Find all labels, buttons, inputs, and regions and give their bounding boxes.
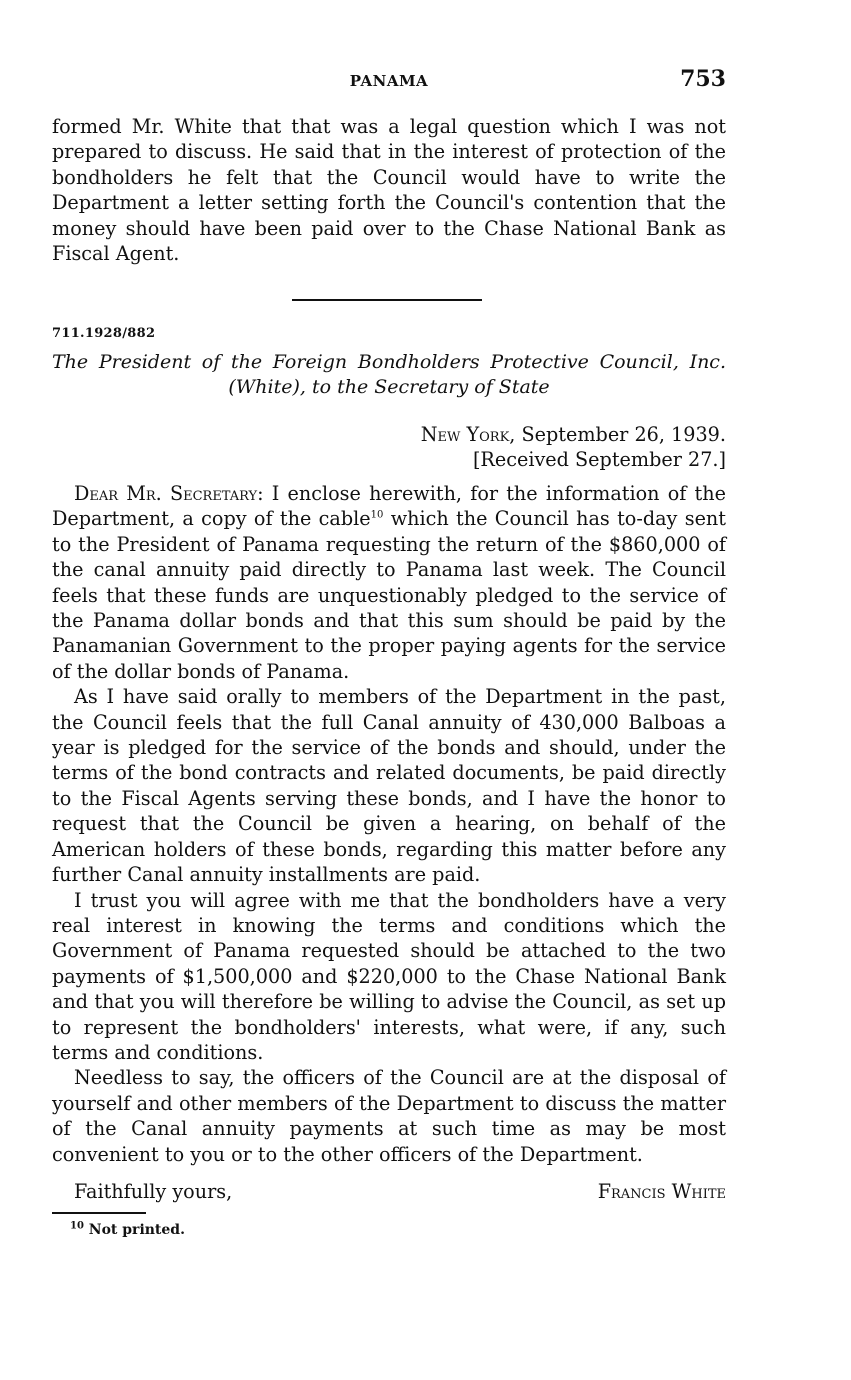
complimentary-close: Faithfully yours, bbox=[74, 1180, 233, 1203]
letter-paragraph bbox=[52, 481, 726, 684]
footnote-text: Not printed. bbox=[88, 1222, 185, 1238]
footnote-marker: 10 bbox=[70, 1220, 84, 1232]
paragraph-1-part-b: which the Council has to-day sent to the President of Panama requesting the return of the $860,000 of the canal annuity paid directly to Panama last week. The Council feels that these funds are unquestionably pledged to the service of the Panama dollar bonds and that this sum should be paid by the Panamanian Government to the proper paying agents for the service of the dollar bonds of Panama. bbox=[52, 507, 726, 683]
document-title-line-2: (White), to the Secretary of State bbox=[228, 376, 550, 398]
document-title-line-1: The President of the Foreign Bondholders Protective Council, Inc. bbox=[52, 351, 726, 373]
paragraph-1-part-a: : I enclose herewith, for the information of the Department, a copy of the cable bbox=[52, 482, 726, 531]
dateline-place: New York bbox=[420, 423, 510, 446]
page-number: 753 bbox=[680, 66, 726, 92]
letter-paragraph: As I have said orally to members of the Department in the past, the Council feels that the full Canal annuity of 430,000 Balboas a year is pledged for the service of the bonds and should, under the terms of the bond contracts and related documents, be paid directly to the Fiscal Agents serving these bonds, and I have the honor to request that the Council be given a hearing, on behalf of the American holders of these bonds, regarding this matter before any further Canal annuity installments are paid. bbox=[52, 685, 726, 887]
file-number: 711.1928/882 bbox=[52, 326, 156, 341]
salutation: Dear Mr. Secretary bbox=[74, 482, 258, 505]
footnote bbox=[70, 1222, 185, 1238]
signature: Francis White bbox=[597, 1180, 726, 1203]
dateline bbox=[421, 422, 726, 472]
footnote-reference: 10 bbox=[370, 510, 384, 522]
opening-paragraph: formed Mr. White that that was a legal question which I was not prepared to discuss. He said that in the interest of protection of the bondholders he felt that the Council would have to write the Department a letter setting forth the Council's contention that the money should have been paid over to the Chase National Bank as Fiscal Agent. bbox=[52, 115, 726, 266]
section-divider bbox=[292, 299, 482, 301]
letter-paragraph: I trust you will agree with me that the bondholders have a very real interest in knowing the terms and conditions which the Government of Panama requested should be attached to the two payments of $1,500,000 and $220,000 to the Chase National Bank and that you will therefore be willing to advise the Council, as set up to represent the bondholders' interests, what were, if any, such terms and conditions. bbox=[52, 888, 726, 1064]
letter-body bbox=[52, 481, 726, 1167]
received-date: [Received September 27.] bbox=[472, 448, 726, 471]
footnote-divider bbox=[52, 1212, 146, 1214]
running-head: PANAMA bbox=[349, 72, 429, 90]
page-header bbox=[52, 66, 726, 96]
dateline-date: , September 26, 1939. bbox=[509, 423, 726, 446]
letter-paragraph: Needless to say, the officers of the Council are at the disposal of yourself and other members of the Department to discuss the matter of the Canal annuity payments at such time as may be most convenient to you or to the other officers of the Department. bbox=[52, 1066, 726, 1166]
document-title bbox=[52, 350, 726, 400]
